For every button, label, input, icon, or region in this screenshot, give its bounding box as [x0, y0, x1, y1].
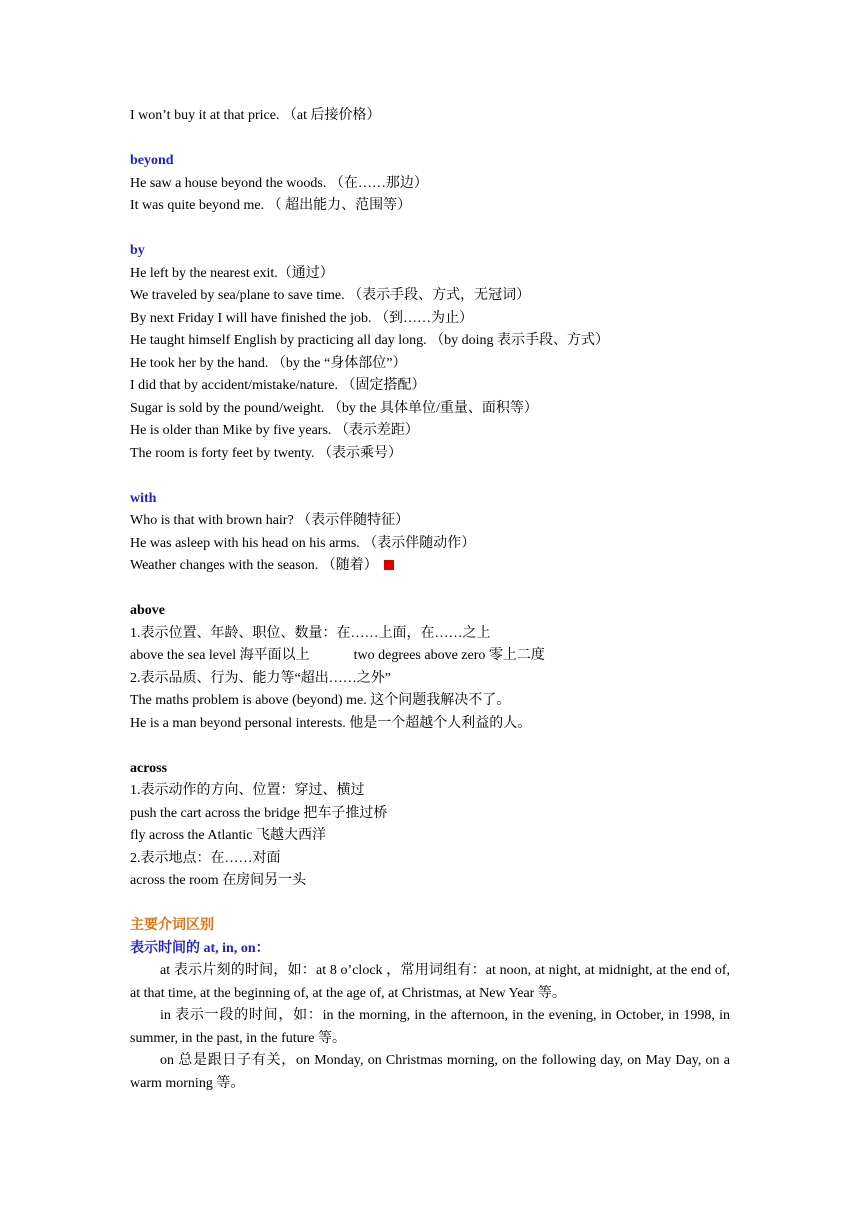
- example-line: He took her by the hand. （by the “身体部位”）: [130, 355, 407, 371]
- example-line: The maths problem is above (beyond) me. 这个问题我解决不了。: [130, 693, 511, 708]
- red-square-marker-icon: [384, 560, 394, 570]
- example-line-with-marker: [130, 555, 730, 578]
- spacer: [130, 128, 730, 151]
- example-line: By next Friday I will have finished the job. （到……为止）: [130, 310, 473, 326]
- example-line: He is older than Mike by five years. （表示差距）: [130, 423, 419, 438]
- spacer: [130, 735, 730, 758]
- definition-line: 1.表示动作的方向、位置：穿过、横过: [130, 783, 365, 798]
- example-text: above the sea level 海平面以上: [130, 648, 310, 663]
- heading-beyond: beyond: [130, 153, 174, 168]
- spacer: [130, 465, 730, 488]
- example-line: He saw a house beyond the woods. （在……那边）: [130, 175, 428, 191]
- example-text: two degrees above zero 零上二度: [353, 648, 545, 663]
- definition-line: 2.表示品质、行为、能力等“超出……之外”: [130, 670, 391, 686]
- example-line: across the room 在房间另一头: [130, 873, 307, 888]
- spacer: [130, 218, 730, 241]
- example-line: He left by the nearest exit.（通过）: [130, 265, 334, 281]
- example-pair-line: [130, 645, 730, 668]
- spacer: [130, 893, 730, 916]
- definition-line: 1.表示位置、年龄、职位、数量：在……上面，在……之上: [130, 625, 491, 641]
- example-line: It was quite beyond me. （ 超出能力、范围等）: [130, 198, 412, 213]
- section-title: 主要介词区别: [130, 918, 214, 933]
- example-line: Who is that with brown hair? （表示伴随特征）: [130, 513, 410, 528]
- heading-with: with: [130, 490, 157, 506]
- spacer: [130, 578, 730, 601]
- example-line: push the cart across the bridge 把车子推过桥: [130, 805, 388, 821]
- intro-line: I won’t buy it at that price. （at 后接价格）: [130, 108, 381, 123]
- document-page: [130, 105, 730, 1095]
- example-line: We traveled by sea/plane to save time. （表示手段、方式，无冠词）: [130, 288, 531, 303]
- paragraph-in: in 表示一段的时间，如：in the morning, in the afternoon, in the evening, in October, in 1998, in summer, in the past, in the future 等。: [130, 1008, 730, 1046]
- example-text: Weather changes with the season. （随着）: [130, 558, 378, 573]
- heading-across: across: [130, 760, 168, 776]
- section-subtitle: 表示时间的 at, in, on：: [130, 940, 270, 956]
- example-line: Sugar is sold by the pound/weight. （by the 具体单位/重量、面积等）: [130, 400, 538, 416]
- definition-line: 2.表示地点：在……对面: [130, 850, 281, 866]
- example-line: He was asleep with his head on his arms. （表示伴随动作）: [130, 535, 476, 551]
- example-line: fly across the Atlantic 飞越大西洋: [130, 828, 326, 843]
- example-line: I did that by accident/mistake/nature. （固定搭配）: [130, 378, 426, 393]
- example-line: He taught himself English by practicing all day long. （by doing 表示手段、方式）: [130, 333, 610, 348]
- paragraph-at: at 表示片刻的时间，如：at 8 o’clock ，常用词组有：at noon, at night, at midnight, at the end of, at that time, at the beginning of, at the age of, at Christmas, at New Year 等。: [130, 963, 730, 1001]
- heading-by: by: [130, 243, 145, 258]
- example-line: The room is forty feet by twenty. （表示乘号）: [130, 445, 403, 461]
- paragraph-on: on 总是跟日子有关，on Monday, on Christmas morning, on the following day, on May Day, on a warm morning 等。: [130, 1053, 730, 1091]
- heading-above: above: [130, 603, 165, 618]
- example-line: He is a man beyond personal interests. 他是一个超越个人利益的人。: [130, 715, 532, 731]
